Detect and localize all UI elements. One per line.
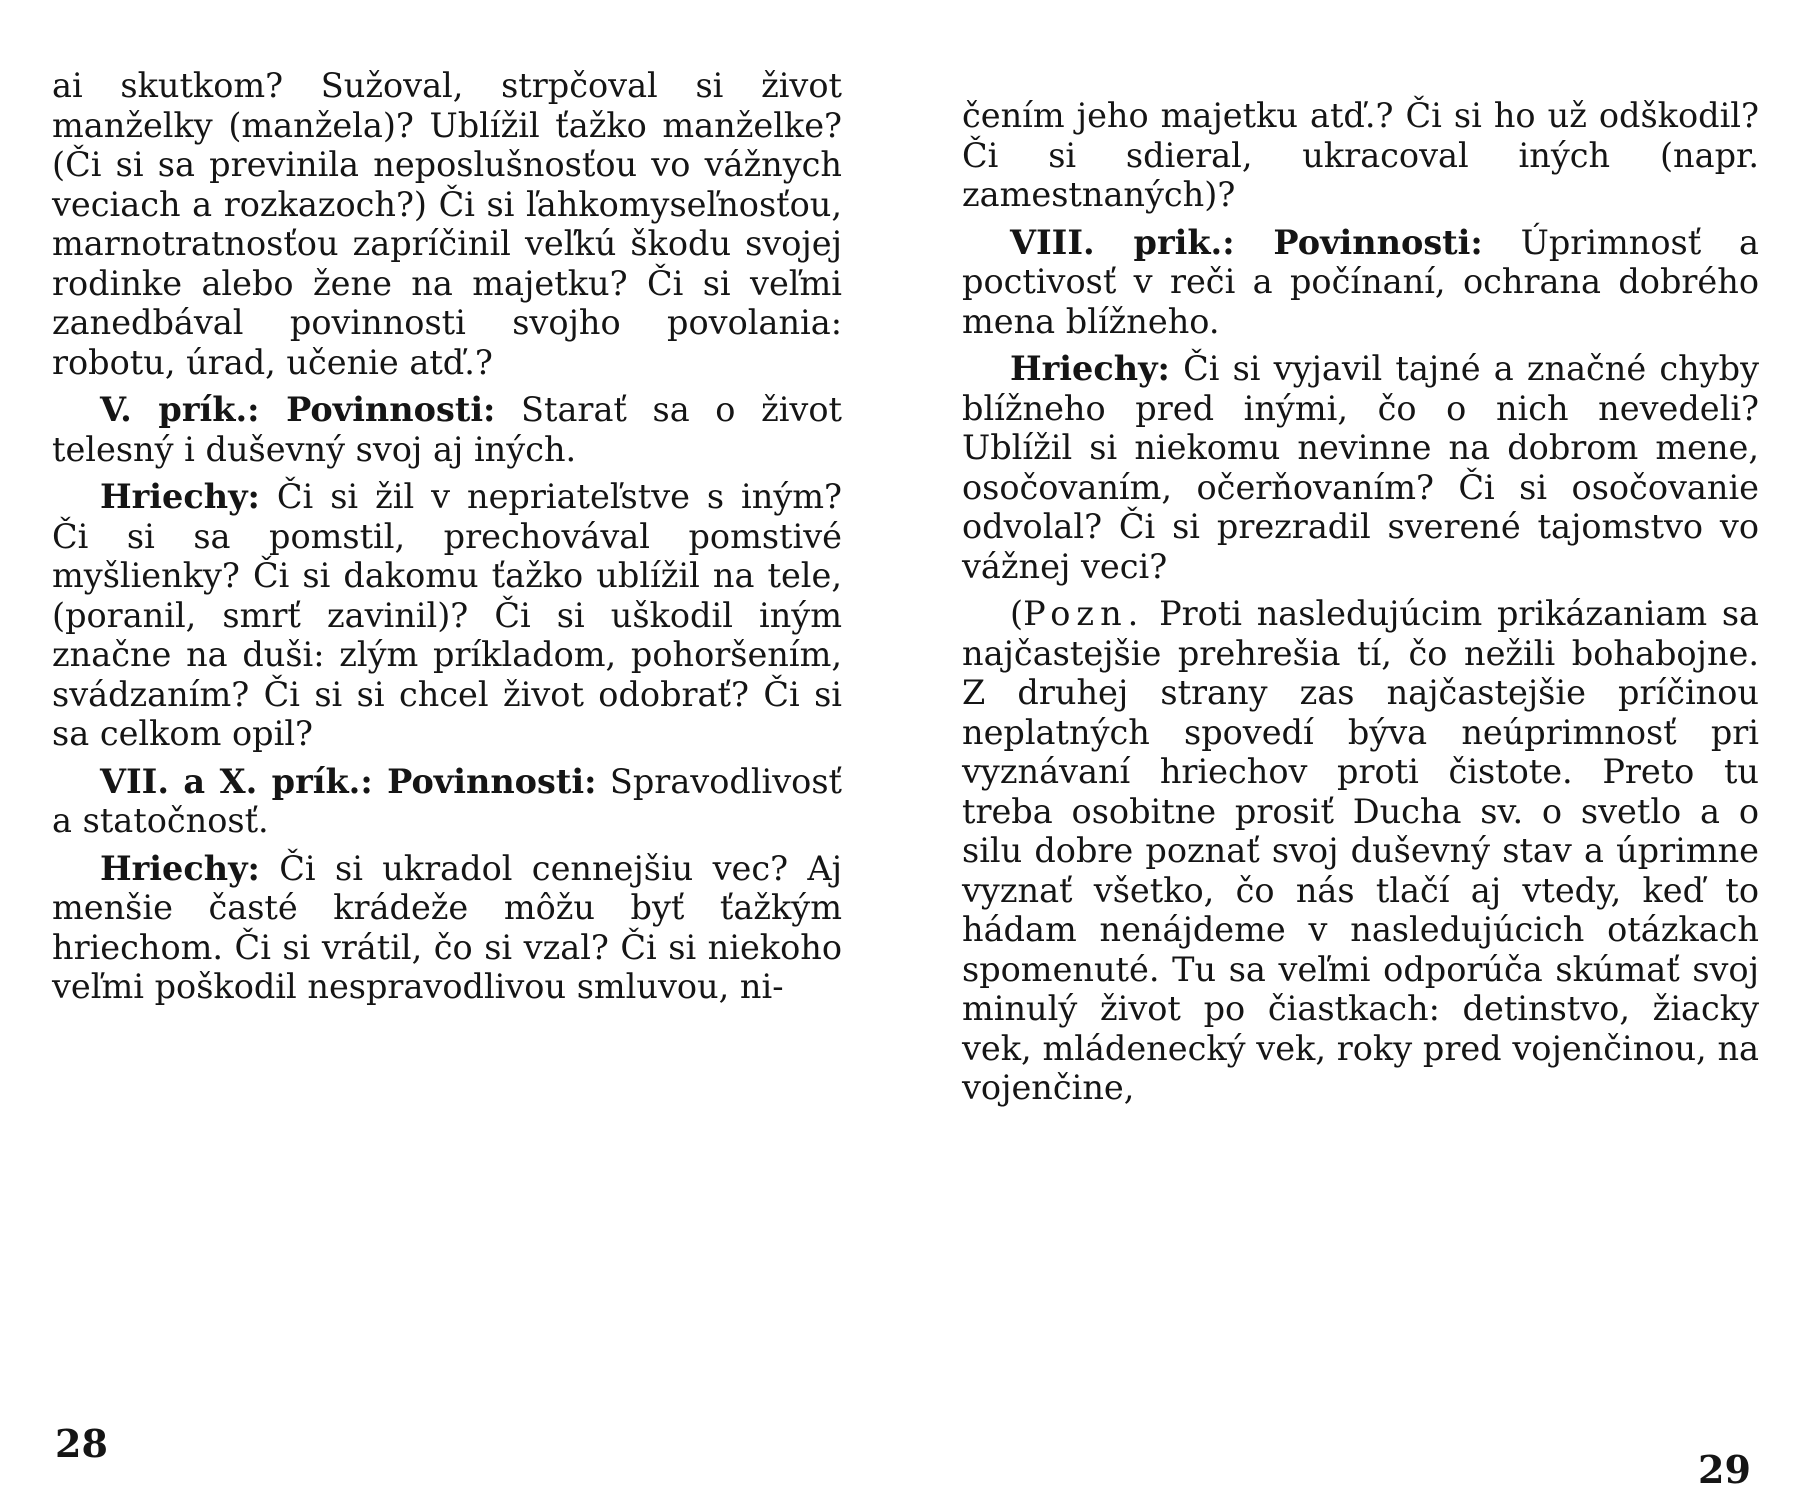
page-number: 29 [1698,1447,1751,1492]
paragraph-text: Spravodlivosť a statočnosť. [52,761,843,840]
paragraph-heading: V. prík.: Povinnosti: [100,390,496,429]
paragraph-heading: VII. a X. prík.: Povinnosti: [100,761,597,801]
paragraph [52,849,842,1007]
note-label: Pozn. [1023,594,1145,633]
paragraph-text: Či si vyjavil tajné a značné chyby blížneho pred inými, čo o nich nevedeli? Ublížil si niekomu nevinne na dobrom mene, osočovaním, očerňovaním? Či si osočovanie odvolal? Či si prezradil sverené tajomstvo vo vážnej veci? [962,349,1759,586]
paragraph-text: Proti nasledujúcim prikázaniam sa najčastejšie prehrešia tí, čo nežili bohabojne. Z druhej strany zas najčastejšie príčinou neplatných spovedí býva neúprimnosť pri vyznávaní hriechov proti čistote. Preto tu treba osobitne prosiť Ducha sv. o svetlo a o silu dobre poznať svoj duševný stav a úprimne vyznať všetko, čo nás tlačí aj vtedy, keď to hádam nenájdeme v nasledujúcich otázkach spomenuté. Tu sa veľmi odporúča skúmať svoj minulý život po čiastkach: detinstvo, žiacky vek, mládenecký vek, roky pred vojenčinou, na vojenčine, [962,594,1760,1107]
paragraph [962,223,1759,342]
paragraph [52,477,842,754]
paragraph [52,66,842,382]
paragraph [962,349,1759,586]
paragraph-text: Či si ukradol cennejšiu vec? Aj menšie časté krádeže môžu byť ťažkým hriechom. Či si vrátil, čo si vzal? Či si niekoho veľmi poškodil nespravodlivou smluvou, ni- [52,848,842,1006]
paragraph-text: Či si žil v nepriateľstve s iným? Či si sa pomstil, prechovával pomstivé myšlienky? Či si dakomu ťažko ublížil na tele, (poranil, smrť zavinil)? Či si uškodil iným značne na duši: zlým príkladom, pohoršením, svádzaním? Či si si chcel život odobrať? Či si sa celkom opil? [52,477,843,753]
paragraph [962,96,1759,215]
paragraph-heading: Hriechy: [1010,349,1170,388]
paragraph-text: čením jeho majetku atď.? Či si ho už odškodil? Či si sdieral, ukracoval iných (napr. zamestnaných)? [962,96,1759,214]
paragraph-text: ai skutkom? Sužoval, strpčoval si život manželky (manžela)? Ublížil ťažko manželke? (Či si sa previnila neposlušnosťou vo vážnych veciach a rozkazoch?) Či si ľahkomyseľnosťou, marnotratnosťou zapríčinil veľkú škodu svojej rodinke alebo žene na majetku? Či si veľmi zanedbával povinnosti svojho povolania: robotu, úrad, učenie atď.? [52,66,842,382]
paragraph-heading: VIII. prik.: Povinnosti: [1010,222,1483,262]
paragraph [52,762,842,841]
paragraph-heading: Hriechy: [100,848,260,888]
paragraph-text: Starať sa o život telesný i duševný svoj aj iných. [52,390,842,469]
right-text-column [962,96,1759,1108]
page-number: 28 [55,1421,108,1466]
paragraph [52,390,842,469]
right-page [899,0,1798,1500]
paragraph-heading: Hriechy: [100,477,260,516]
left-text-column [52,66,842,1007]
paragraph-text: Úprimnosť a poctivosť v reči a počínaní, ochrana dobrého mena blížneho. [962,222,1759,341]
paragraph: (Pozn. Proti nasledujúcim prikázaniam sa najčastejšie prehrešia tí, čo nežili bohabojne. Z druhej strany zas najčastejšie príčinou neplatných spovedí býva neúprimnosť pri vyznávaní hriechov proti čistote. Preto tu treba osobitne prosiť Ducha sv. o svetlo a o silu dobre poznať svoj duševný stav a úprimne vyznať všetko, čo nás tlačí aj vtedy, keď to hádam nenájdeme v nasledujúcich otázkach spomenuté. Tu sa veľmi odporúča skúmať svoj minulý život po čiastkach: detinstvo, žiacky vek, mládenecký vek, roky pred vojenčinou, na vojenčine, [962,594,1760,1107]
